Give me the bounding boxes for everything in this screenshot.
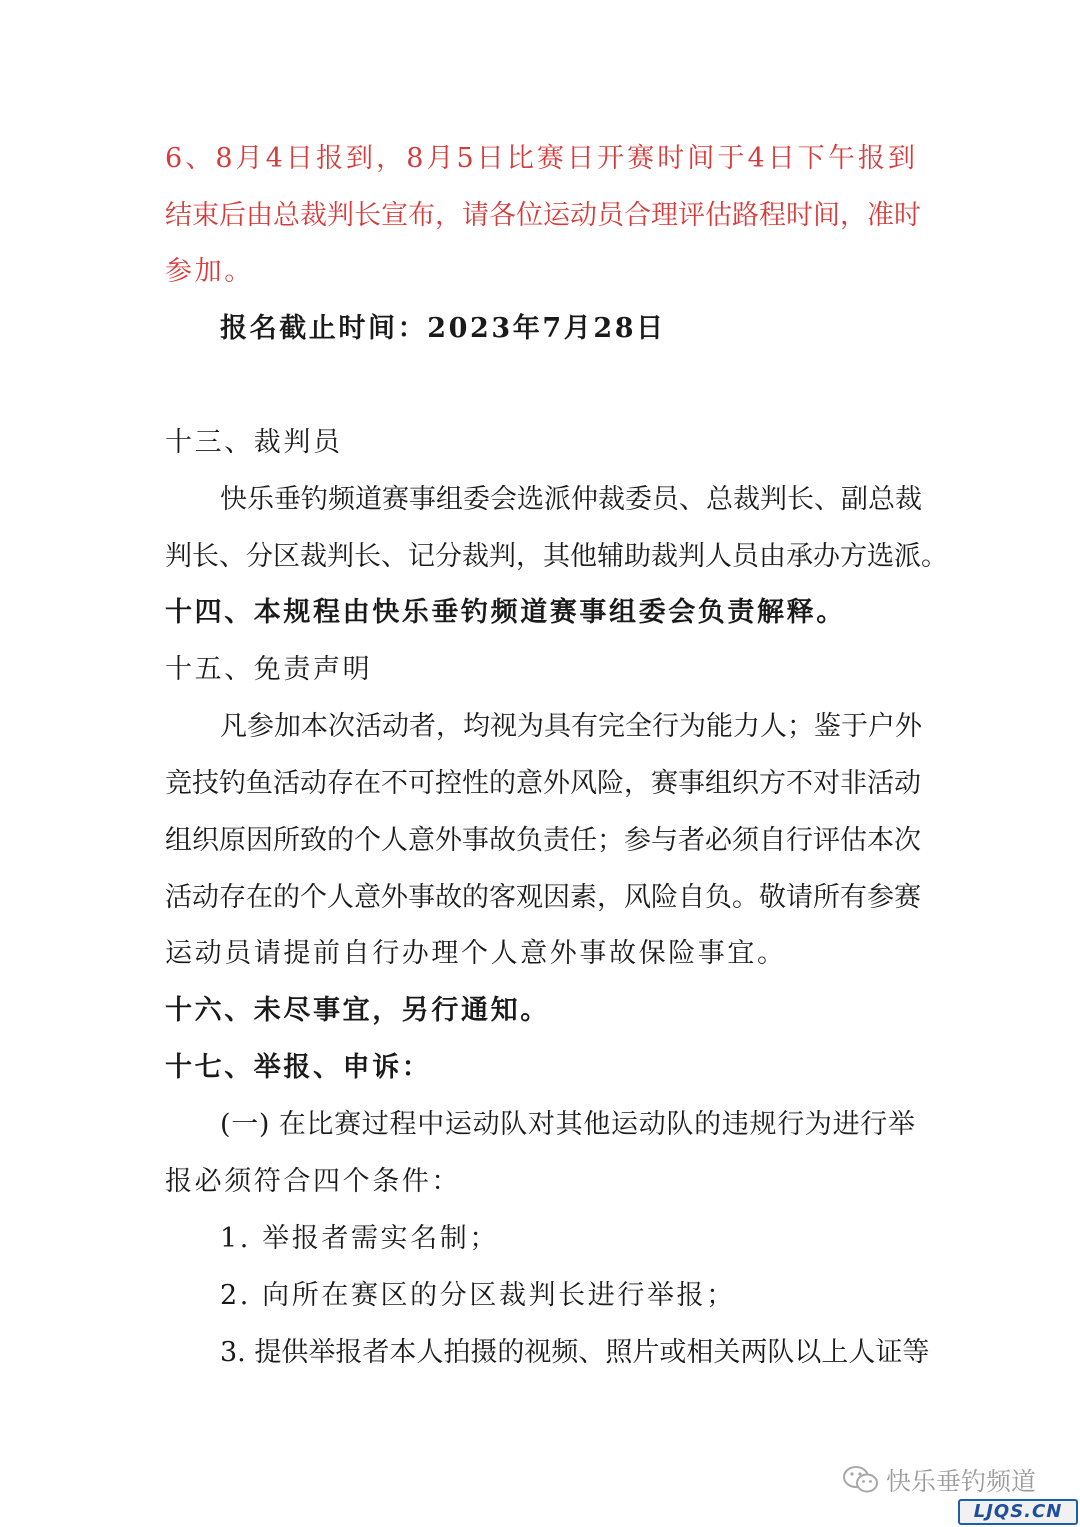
paragraph-line: 运动员请提前自行办理个人意外事故保险事宜。 (165, 938, 787, 969)
channel-name: 快乐垂钓频道 (886, 1467, 1037, 1496)
section-heading: 十六、未尽事宜，另行通知。 (165, 995, 550, 1026)
deadline-line: 报名截止时间：2023年7月28日 (220, 313, 666, 344)
paragraph-line: 活动存在的个人意外事故的客观因素，风险自负。敬请所有参赛 (165, 882, 921, 913)
section-heading: 十五、免责声明 (165, 654, 373, 685)
paragraph-line: 凡参加本次活动者，均视为具有完全行为能力人；鉴于户外 (220, 711, 922, 742)
paragraph-line: 竞技钓鱼活动存在不可控性的意外风险，赛事组织方不对非活动 (165, 768, 921, 799)
channel-watermark (842, 1462, 1036, 1498)
paragraph-line: 快乐垂钓频道赛事组委会选派仲裁委员、总裁判长、副总裁 (220, 484, 922, 515)
wechat-icon (842, 1464, 880, 1496)
paragraph-line: 参加。 (165, 256, 254, 287)
list-item: 1. 举报者需实名制； (220, 1223, 499, 1254)
list-item: 3. 提供举报者本人拍摄的视频、照片或相关两队以上人证等 (220, 1337, 930, 1368)
paragraph-line: 结束后由总裁判长宣布，请各位运动员合理评估路程时间，准时 (165, 200, 921, 231)
paragraph-line: 6、8月4日报到，8月5日比赛日开赛时间于4日下午报到 (165, 143, 915, 174)
site-logo: LJQS.CN (958, 1499, 1078, 1525)
list-item: 2. 向所在赛区的分区裁判长进行举报； (220, 1280, 736, 1311)
paragraph-line: 组织原因所致的个人意外事故负责任；参与者必须自行评估本次 (165, 825, 921, 856)
section-heading: 十四、本规程由快乐垂钓频道赛事组委会负责解释。 (165, 597, 846, 628)
paragraph-line: (一) 在比赛过程中运动队对其他运动队的违规行为进行举 (220, 1109, 915, 1140)
paragraph-line: 报必须符合四个条件： (165, 1166, 461, 1197)
section-heading: 十七、举报、申诉： (165, 1052, 432, 1083)
section-heading: 十三、裁判员 (165, 427, 343, 458)
paragraph-line: 判长、分区裁判长、记分裁判，其他辅助裁判人员由承办方选派。 (165, 541, 948, 572)
